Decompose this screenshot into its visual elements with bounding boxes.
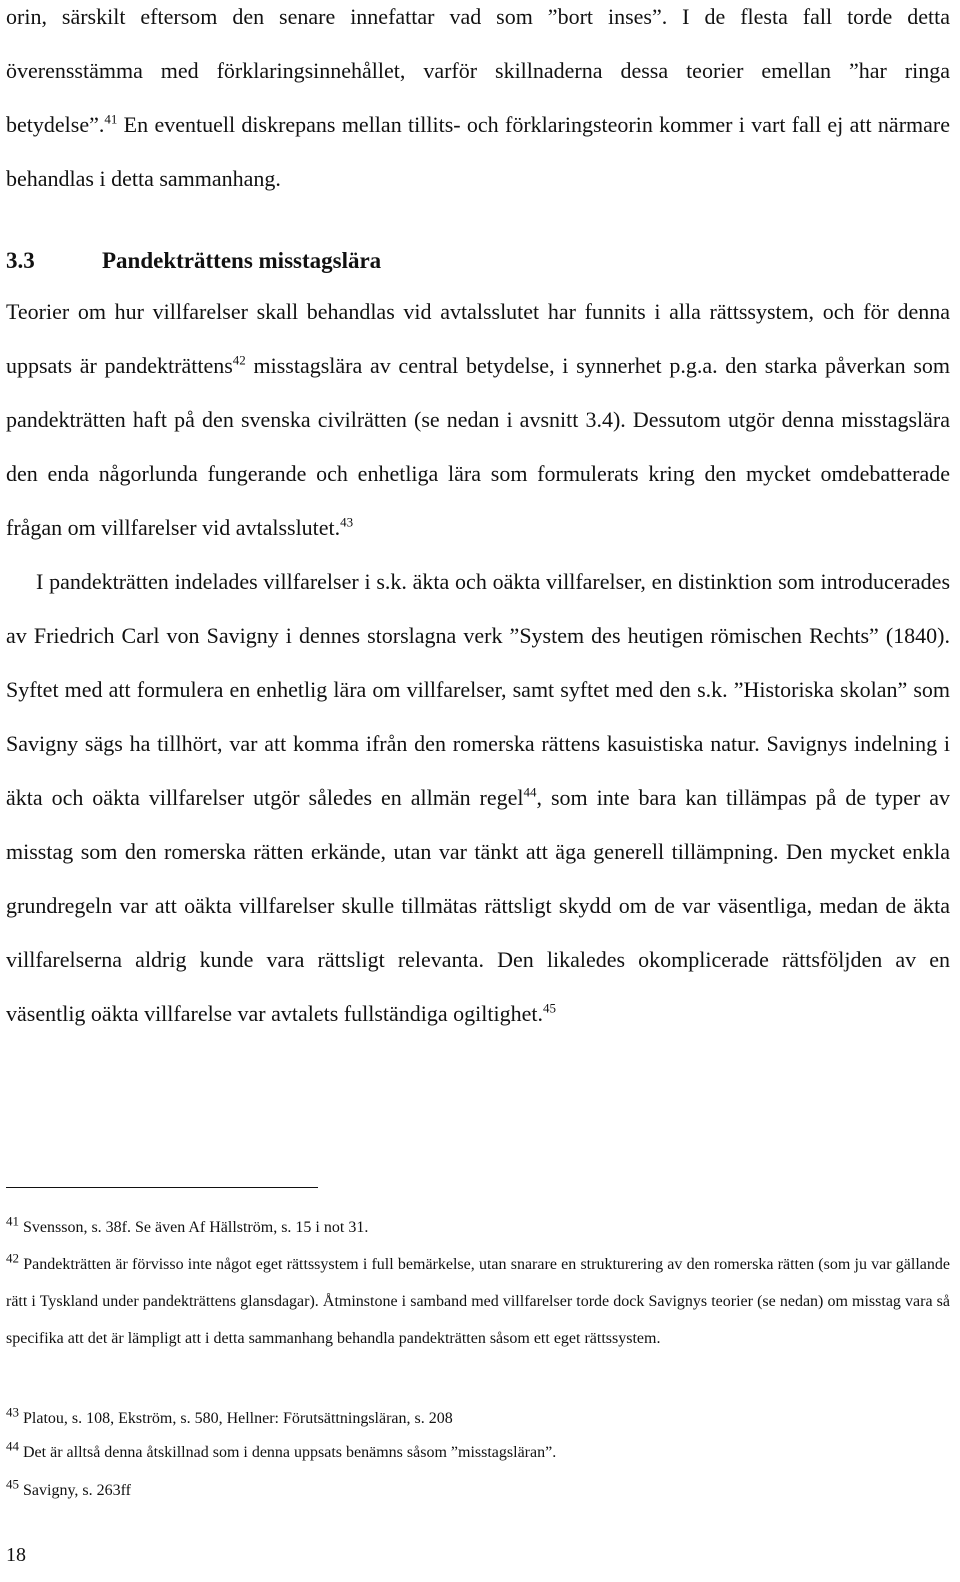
footnote-text: Platou, s. 108, Ekström, s. 580, Hellner: Förutsättningsläran, s. 208 — [19, 1410, 453, 1427]
paragraph-text: En eventuell diskrepans mellan tillits- och förklaringsteorin kommer i vart fall ej att närmare behandlas i detta sammanhang. — [6, 112, 950, 191]
footnote-ref[interactable]: 42 — [232, 352, 246, 368]
footnote — [6, 1472, 950, 1509]
footnote-ref[interactable]: 43 — [340, 514, 354, 530]
paragraph-text: orin, särskilt eftersom den senare innefattar vad som ”bort inses”. I de flesta fall torde detta överensstämma med förklaringsinnehållet, varför skillnaderna dessa teorier emellan ”har ringa betydelse”. — [6, 4, 950, 137]
footnote-ref[interactable]: 45 — [543, 1000, 557, 1016]
paragraph-1 — [6, 285, 950, 555]
footnote-number: 41 — [6, 1213, 19, 1229]
paragraph-text: , som inte bara kan tillämpas på de typer av misstag som den romerska rätten erkände, utan var tänkt att äga generell tillämpning. Den mycket enkla grundregeln var att oäkta villfarelser skulle tillmätas rättsligt skydd om de var väsentliga, medan de äkta villfarelserna aldrig kunde vara rättsligt relevanta. Den likaledes okomplicerade rättsföljden av en väsentlig oäkta villfarelse var avtalets fullständiga ogiltighet. — [6, 785, 951, 1026]
section-title: Pandekträttens misstagslära — [102, 248, 382, 273]
paragraph-2 — [6, 555, 950, 1041]
footnote-number: 45 — [6, 1476, 19, 1492]
footnote-ref[interactable]: 44 — [523, 784, 537, 800]
footnote-text: Svensson, s. 38f. Se även Af Hällström, s. 15 i not 31. — [19, 1219, 369, 1236]
footnote — [6, 1434, 950, 1471]
footnote-number: 43 — [6, 1404, 19, 1420]
paragraph-text: misstagslära av central betydelse, i synnerhet p.g.a. den starka påverkan som pandekträtten haft på den svenska civilrätten (se nedan i avsnitt 3.4). Dessutom utgör denna misstagslära den enda någorlunda fungerande och enhetliga lära som formulerats kring den mycket omdebatterade frågan om villfarelser vid avtalsslutet. — [6, 353, 951, 540]
footnote-number: 44 — [6, 1438, 19, 1454]
footnote-text: Pandekträtten är förvisso inte något eget rättssystem i full bemärkelse, utan snarare en strukturering av den romerska rätten (som ju var gällande rätt i Tyskland under pandekträttens glansdagar). Åtminstone i samband med villfarelser torde dock Savignys teorier (se nedan) om misstag vara så specifika att det är lämpligt att i detta sammanhang behandla pandekträtten såsom ett eget rättssystem. — [6, 1256, 950, 1347]
footnote — [6, 1400, 950, 1437]
page-number: 18 — [6, 1544, 26, 1566]
section-heading — [6, 248, 381, 274]
footnote-number: 42 — [6, 1250, 19, 1266]
footnote-divider — [6, 1187, 318, 1188]
paragraph-continuation — [6, 0, 950, 206]
paragraph-text: Teorier om hur villfarelser skall behandlas vid avtalsslutet har funnits i alla rättssystem, och för denna uppsats är pandekträttens — [6, 299, 950, 378]
footnote — [6, 1209, 950, 1246]
footnote-text: Det är alltså denna åtskillnad som i denna uppsats benämns såsom ”misstagsläran”. — [19, 1444, 557, 1461]
section-number: 3.3 — [6, 248, 35, 273]
footnote-text: Savigny, s. 263ff — [19, 1482, 131, 1499]
paragraph-text: I pandekträtten indelades villfarelser i s.k. äkta och oäkta villfarelser, en distinktion som introducerades av Friedrich Carl von Savigny i dennes storslagna verk ”System des heutigen römischen Rechts” (1840). Syftet med att formulera en enhetlig lära om villfarelser, samt syftet med den s.k. ”Historiska skolan” som Savigny sägs ha tillhört, var att komma ifrån den romerska rättens kasuistiska natur. Savignys indelning i äkta och oäkta villfarelser utgör således en allmän regel — [6, 569, 950, 810]
footnote-ref[interactable]: 41 — [104, 111, 118, 127]
footnote — [6, 1246, 950, 1357]
